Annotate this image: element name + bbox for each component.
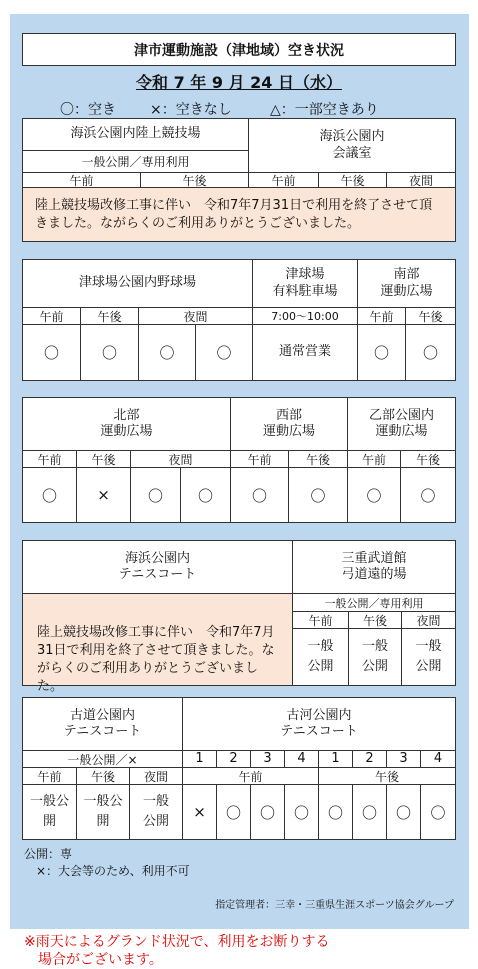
- kyudo-title: 三重武道館 弓道遠的場: [293, 541, 455, 594]
- meeting-room-title: 海浜公園内 会議室: [249, 119, 455, 173]
- north-field-title: 北部 運動広場: [23, 398, 231, 451]
- status-cell: 〇: [387, 785, 421, 839]
- status-cell: 一般 公開: [349, 629, 402, 685]
- date-row: [22, 70, 456, 92]
- col-pm: 午後: [289, 451, 348, 468]
- col-am: 午前: [249, 173, 319, 188]
- status-cell: 〇: [319, 785, 353, 839]
- col-am: 午前: [358, 308, 406, 325]
- col-am: 午前: [23, 451, 77, 468]
- col-night: 夜間: [402, 612, 455, 629]
- furumichi-subtitle: 一般公開／×: [23, 751, 183, 768]
- status-cell: 〇: [358, 325, 406, 380]
- west-field-title: 西部 運動広場: [231, 398, 348, 451]
- footnote-line1: 公開：専: [24, 847, 73, 861]
- section-sports-fields: [22, 397, 456, 523]
- status-cell: 〇: [420, 486, 436, 505]
- status-cell: 一般公 開: [77, 785, 130, 839]
- section-baseball: [22, 259, 456, 381]
- kaihin-tennis-title: 海浜公園内 テニスコート: [23, 541, 293, 594]
- status-cell: 〇: [181, 468, 231, 522]
- col-night: 夜間: [131, 451, 231, 468]
- baseball-title: 津球場公園内野球場: [23, 260, 253, 308]
- stadium-subtitle: 一般公開／専用利用: [23, 151, 249, 173]
- status-cell: 〇: [131, 468, 181, 522]
- kyudo-subtitle: 一般公開／専用利用: [293, 594, 455, 612]
- legend-full: ×：空きなし: [150, 102, 232, 118]
- parking-status: 通常営業: [253, 325, 358, 380]
- col-pm: 午後: [401, 451, 455, 468]
- furukawa-tennis-title: 古河公園内 テニスコート: [183, 698, 455, 751]
- date-label: 令和 7 年 9 月 24 日（水）: [136, 72, 342, 92]
- rain-notice: ※雨天によるグランド状況で、利用をお断りする 場合がございます。: [24, 934, 330, 968]
- page-title: 津市運動施設（津地域）空き状況: [134, 42, 344, 59]
- col-hours: 7:00～10:00: [253, 308, 358, 325]
- col-am: 午前: [23, 173, 141, 188]
- col-pm: 午後: [319, 768, 455, 785]
- status-cell: 〇: [251, 785, 285, 839]
- status-cell: 〇: [196, 325, 253, 380]
- col-am: 午前: [348, 451, 401, 468]
- col-pm: 午後: [77, 768, 130, 785]
- court-number: 1: [183, 751, 217, 768]
- col-am: 午前: [23, 308, 81, 325]
- col-pm: 午後: [319, 173, 387, 188]
- col-am: 午前: [183, 768, 319, 785]
- status-cell: ×: [77, 468, 131, 522]
- status-cell: 〇: [289, 468, 348, 522]
- col-pm: 午後: [77, 451, 131, 468]
- status-cell: 一般 公開: [415, 639, 442, 674]
- court-number: 2: [217, 751, 251, 768]
- section-tennis-courts: [22, 697, 456, 840]
- status-cell: 〇: [353, 785, 387, 839]
- section-tennis-kyudo: [22, 540, 456, 694]
- court-number: 1: [319, 751, 353, 768]
- court-number: 4: [421, 751, 455, 768]
- col-am: 午前: [23, 768, 77, 785]
- court-number: 2: [353, 751, 387, 768]
- col-pm: 午後: [349, 612, 402, 629]
- status-cell: 〇: [422, 344, 438, 362]
- col-night: 夜間: [387, 173, 455, 188]
- court-number: 3: [387, 751, 421, 768]
- col-pm: 午後: [406, 308, 455, 325]
- col-pm: 午後: [141, 173, 249, 188]
- tennis-closure-notice: 陸上競技場改修工事に伴い 令和7年7月31日で利用を終了させて頂きました。ながらくのご利用ありがとうございました。: [23, 594, 293, 685]
- court-number: 4: [285, 751, 319, 768]
- closure-notice: 陸上競技場改修工事に伴い 令和7年7月31日で利用を終了させて頂きました。ながらくのご利用ありがとうございました。: [23, 188, 455, 241]
- col-am: 午前: [231, 451, 289, 468]
- status-cell: 一般 公開: [130, 785, 183, 839]
- col-night: 夜間: [130, 768, 183, 785]
- stadium-title: 海浜公園内陸上競技場: [23, 119, 249, 151]
- status-cell: ×: [183, 785, 217, 839]
- parking-title: 津球場 有料駐車場: [253, 260, 358, 308]
- status-cell: 〇: [231, 468, 289, 522]
- otobe-field-title: 乙部公園内 運動広場: [348, 398, 455, 451]
- status-cell: 〇: [23, 468, 77, 522]
- status-cell: 〇: [285, 785, 319, 839]
- status-cell: 〇: [139, 325, 196, 380]
- status-cell: 〇: [430, 803, 446, 822]
- col-pm: 午後: [81, 308, 139, 325]
- status-cell: 〇: [348, 468, 401, 522]
- status-cell: 〇: [23, 325, 81, 380]
- col-night: 夜間: [139, 308, 253, 325]
- status-cell: 一般 公開: [293, 629, 349, 685]
- legend-partial: △：一部空きあり: [270, 102, 379, 118]
- status-cell: 〇: [217, 785, 251, 839]
- title-box: [22, 33, 456, 66]
- footnote-line2: ×：大会等のため、利用不可: [24, 864, 190, 878]
- col-am: 午前: [293, 612, 349, 629]
- section-kaihin-stadium: [22, 118, 456, 242]
- manager-credit: 指定管理者：三幸・三重県生涯スポーツ協会グループ: [215, 900, 454, 911]
- furumichi-tennis-title: 古道公園内 テニスコート: [23, 698, 183, 751]
- status-cell: 一般公 開: [23, 785, 77, 839]
- court-number: 3: [251, 751, 285, 768]
- south-field-title: 南部 運動広場: [358, 260, 455, 308]
- legend-available: 〇：空き: [60, 102, 116, 118]
- status-cell: 〇: [81, 325, 139, 380]
